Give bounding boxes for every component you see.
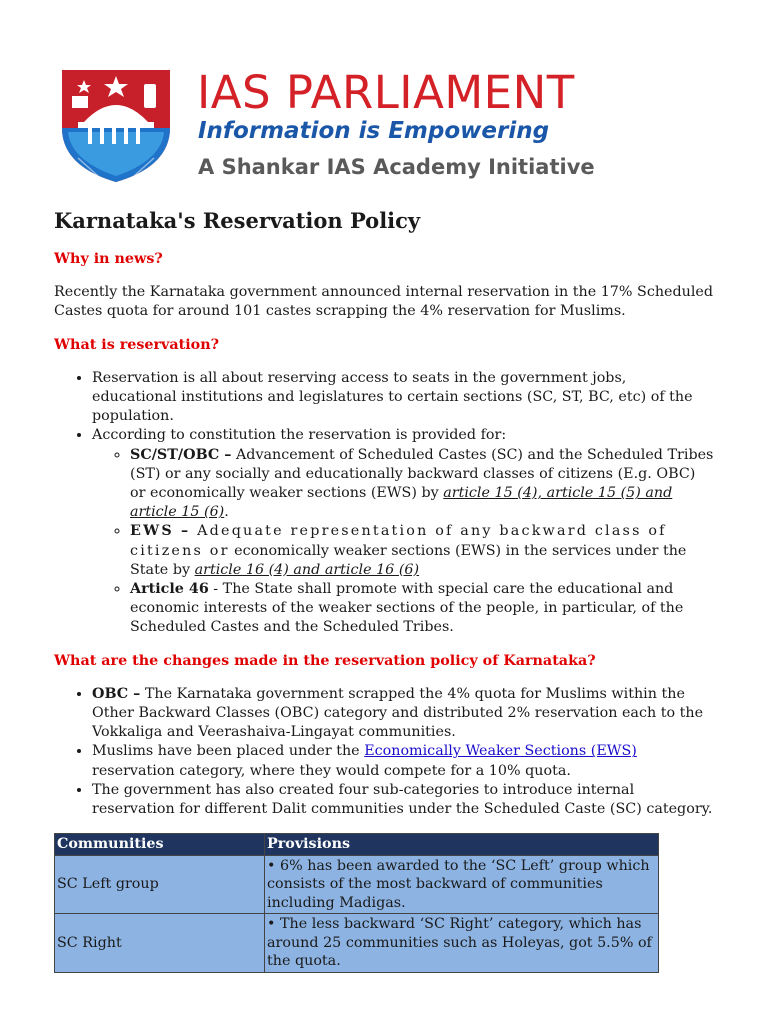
article-16-reference[interactable]: article 16 (4) and article 16 (6): [194, 561, 420, 578]
list-item: • The government has also created four sub-categories to introduce internal reservation for different Dalit communities under the Scheduled Caste (SC) category.: [92, 781, 714, 819]
page-header: [0, 0, 768, 200]
brand-tagline: Information is Empowering: [198, 118, 550, 144]
section-heading-what-is-reservation: What is reservation?: [54, 336, 219, 353]
parliament-shield-icon: [58, 66, 174, 184]
ews-link[interactable]: Economically Weaker Sections (EWS): [364, 743, 637, 760]
table-row: [55, 914, 659, 973]
list-item: • According to constitution the reservation is provided for: ◦ SC/ST/OBC – Advancement of Scheduled Castes (SC) and the Scheduled Tribes (ST) or any socially and educationally backward classes of citizens (E.g. OBC) or economically weaker sections (EWS) by article 15 (4), article 15 (5) and article 15 (6). ◦ EWS – Adequate representation of any backward class of citizens or economically weaker sections (EWS) in the services under the State by article 16 (4) and article 16 (6) ◦ Article 46 - The State shall promote with special care the educational and economic interests of the weaker sections of the people, in particular, of the Scheduled Castes and the Scheduled Tribes.: [92, 426, 714, 637]
brand-subtitle: A Shankar IAS Academy Initiative: [198, 155, 595, 179]
list-item: ◦ EWS – Adequate representation of any backward class of citizens or economically weaker sections (EWS) in the services under the State by article 16 (4) and article 16 (6): [130, 522, 714, 580]
column-header-provisions: Provisions: [265, 834, 659, 856]
table-header-row: [55, 834, 659, 856]
section-heading-why-in-news: Why in news?: [54, 251, 163, 267]
article-title: Karnataka's Reservation Policy: [54, 208, 421, 233]
list-item: • Reservation is all about reserving access to seats in the government jobs, educational institutions and legislatures to certain sections (SC, ST, BC, etc) of the population.: [92, 369, 714, 427]
constitution-sublist: [92, 446, 714, 638]
table-cell: SC Left group: [55, 855, 265, 914]
reservation-list: [54, 369, 714, 638]
table-cell: • 6% has been awarded to the ‘SC Left’ group which consists of the most backward of communities including Madigas.: [265, 855, 659, 914]
table-row: [55, 855, 659, 914]
list-item: ◦ Article 46 - The State shall promote with special care the educational and economic interests of the weaker sections of the people, in particular, of the Scheduled Castes and the Scheduled Tribes.: [130, 580, 714, 638]
table-cell: • The less backward ‘SC Right’ category, which has around 25 communities such as Holeyas, got 5.5% of the quota.: [265, 914, 659, 973]
article-body: [54, 206, 714, 973]
list-item: • OBC – The Karnataka government scrapped the 4% quota for Muslims within the Other Backward Classes (OBC) category and distributed 2% reservation each to the Vokkaliga and Veerashaiva-Lingayat communities.: [92, 685, 714, 743]
provisions-table: [54, 833, 659, 973]
changes-list: [54, 685, 714, 819]
article-15-reference[interactable]: article 15 (4), article 15 (5) and article 15 (6): [130, 485, 673, 521]
list-item: ◦ SC/ST/OBC – Advancement of Scheduled Castes (SC) and the Scheduled Tribes (ST) or any socially and educationally backward classes of citizens (E.g. OBC) or economically weaker sections (EWS) by article 15 (4), article 15 (5) and article 15 (6).: [130, 446, 714, 523]
table-cell: SC Right: [55, 914, 265, 973]
section-heading-changes: What are the changes made in the reservation policy of Karnataka?: [54, 652, 596, 669]
list-item: • Muslims have been placed under the Economically Weaker Sections (EWS) reservation category, where they would compete for a 10% quota.: [92, 742, 714, 780]
brand-title: IAS PARLIAMENT: [197, 66, 575, 119]
column-header-communities: Communities: [55, 834, 265, 856]
news-paragraph: Recently the Karnataka government announced internal reservation in the 17% Scheduled Castes quota for around 101 castes scrapping the 4% reservation for Muslims.: [54, 284, 714, 320]
